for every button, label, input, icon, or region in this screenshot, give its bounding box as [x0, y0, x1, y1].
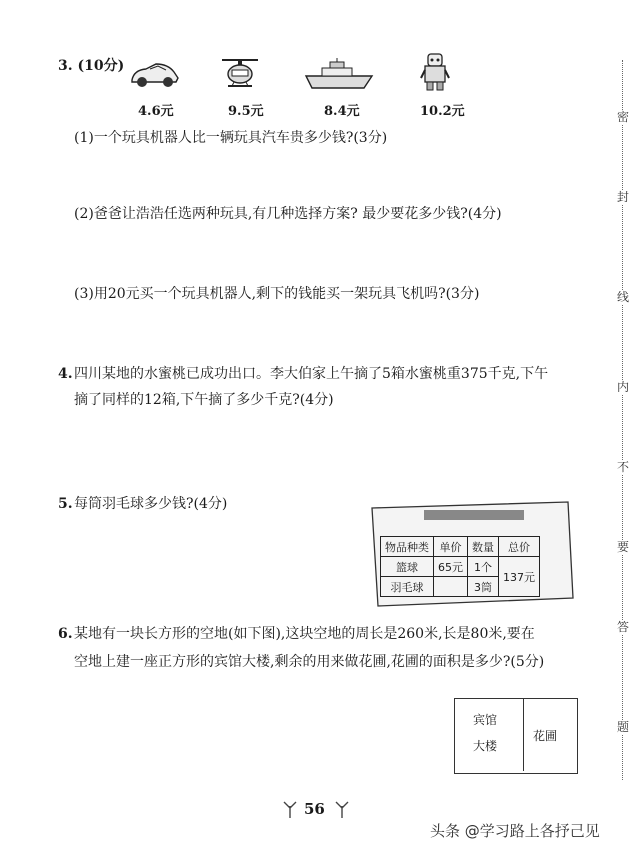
seal-char: 要	[616, 540, 629, 554]
basketball-name: 篮球	[381, 557, 434, 577]
hotel-label-line1: 宾馆	[473, 713, 498, 727]
header-total: 总价	[499, 537, 540, 557]
seal-char: 线	[616, 290, 629, 304]
q3-sub2: (2)爸爸让浩浩任选两种玩具,有几种选择方案? 最少要花多少钱?(4分)	[74, 206, 502, 222]
garden-label: 花圃	[533, 729, 558, 743]
seal-char: 封	[616, 190, 629, 204]
q3-sub3: (3)用20元买一个玩具机器人,剩下的钱能买一架玩具飞机吗?(3分)	[74, 286, 480, 302]
toy-car-price: 4.6元	[138, 104, 174, 119]
seal-char: 答	[616, 620, 629, 634]
hotel-label-line2: 大楼	[473, 739, 498, 753]
basketball-qty: 1个	[468, 557, 499, 577]
toy-robot-price: 10.2元	[420, 104, 465, 119]
q6-line1: 某地有一块长方形的空地(如下图),这块空地的周长是260米,长是80米,要在	[74, 626, 535, 642]
price-receipt	[368, 498, 576, 610]
hotel-square	[455, 699, 524, 771]
leaf-left-icon	[282, 800, 298, 822]
toy-ship-price: 8.4元	[324, 104, 360, 119]
leaf-right-icon	[334, 800, 350, 822]
badminton-price	[434, 577, 468, 597]
toy-ship-icon	[304, 58, 374, 90]
seal-char: 题	[616, 720, 629, 734]
q4-number: 4.	[58, 366, 73, 382]
toy-plane-icon	[218, 54, 262, 94]
header-unit-price: 单价	[434, 537, 468, 557]
header-item: 物品种类	[381, 537, 434, 557]
q6-line2: 空地上建一座正方形的宾馆大楼,剩余的用来做花圃,花圃的面积是多少?(5分)	[74, 654, 545, 670]
q4-line1: 四川某地的水蜜桃已成功出口。李大伯家上午摘了5箱水蜜桃重375千克,下午	[74, 366, 549, 382]
seal-char: 密	[616, 110, 629, 124]
seal-char: 不	[616, 460, 629, 474]
toy-robot-icon	[420, 52, 450, 92]
price-table	[380, 536, 540, 597]
basketball-price: 65元	[434, 557, 468, 577]
watermark-text: 头条 @学习路上各抒己见	[430, 822, 600, 840]
seal-line	[622, 60, 624, 780]
header-quantity: 数量	[468, 537, 499, 557]
q4-line2: 摘了同样的12箱,下午摘了多少千克?(4分)	[74, 392, 334, 408]
q5-number: 5.	[58, 496, 73, 512]
seal-char: 内	[616, 380, 629, 394]
q5-text: 每筒羽毛球多少钱?(4分)	[74, 496, 228, 512]
q3-title: 3. (10分)	[58, 58, 125, 74]
toy-car-icon	[128, 60, 180, 88]
land-rectangle-diagram	[454, 698, 578, 774]
q3-sub1: (1)一个玩具机器人比一辆玩具汽车贵多少钱?(3分)	[74, 130, 388, 146]
toy-plane-price: 9.5元	[228, 104, 264, 119]
total-price: 137元	[499, 557, 540, 597]
page-number: 56	[304, 800, 325, 818]
badminton-name: 羽毛球	[381, 577, 434, 597]
q6-number: 6.	[58, 626, 73, 642]
badminton-qty: 3筒	[468, 577, 499, 597]
